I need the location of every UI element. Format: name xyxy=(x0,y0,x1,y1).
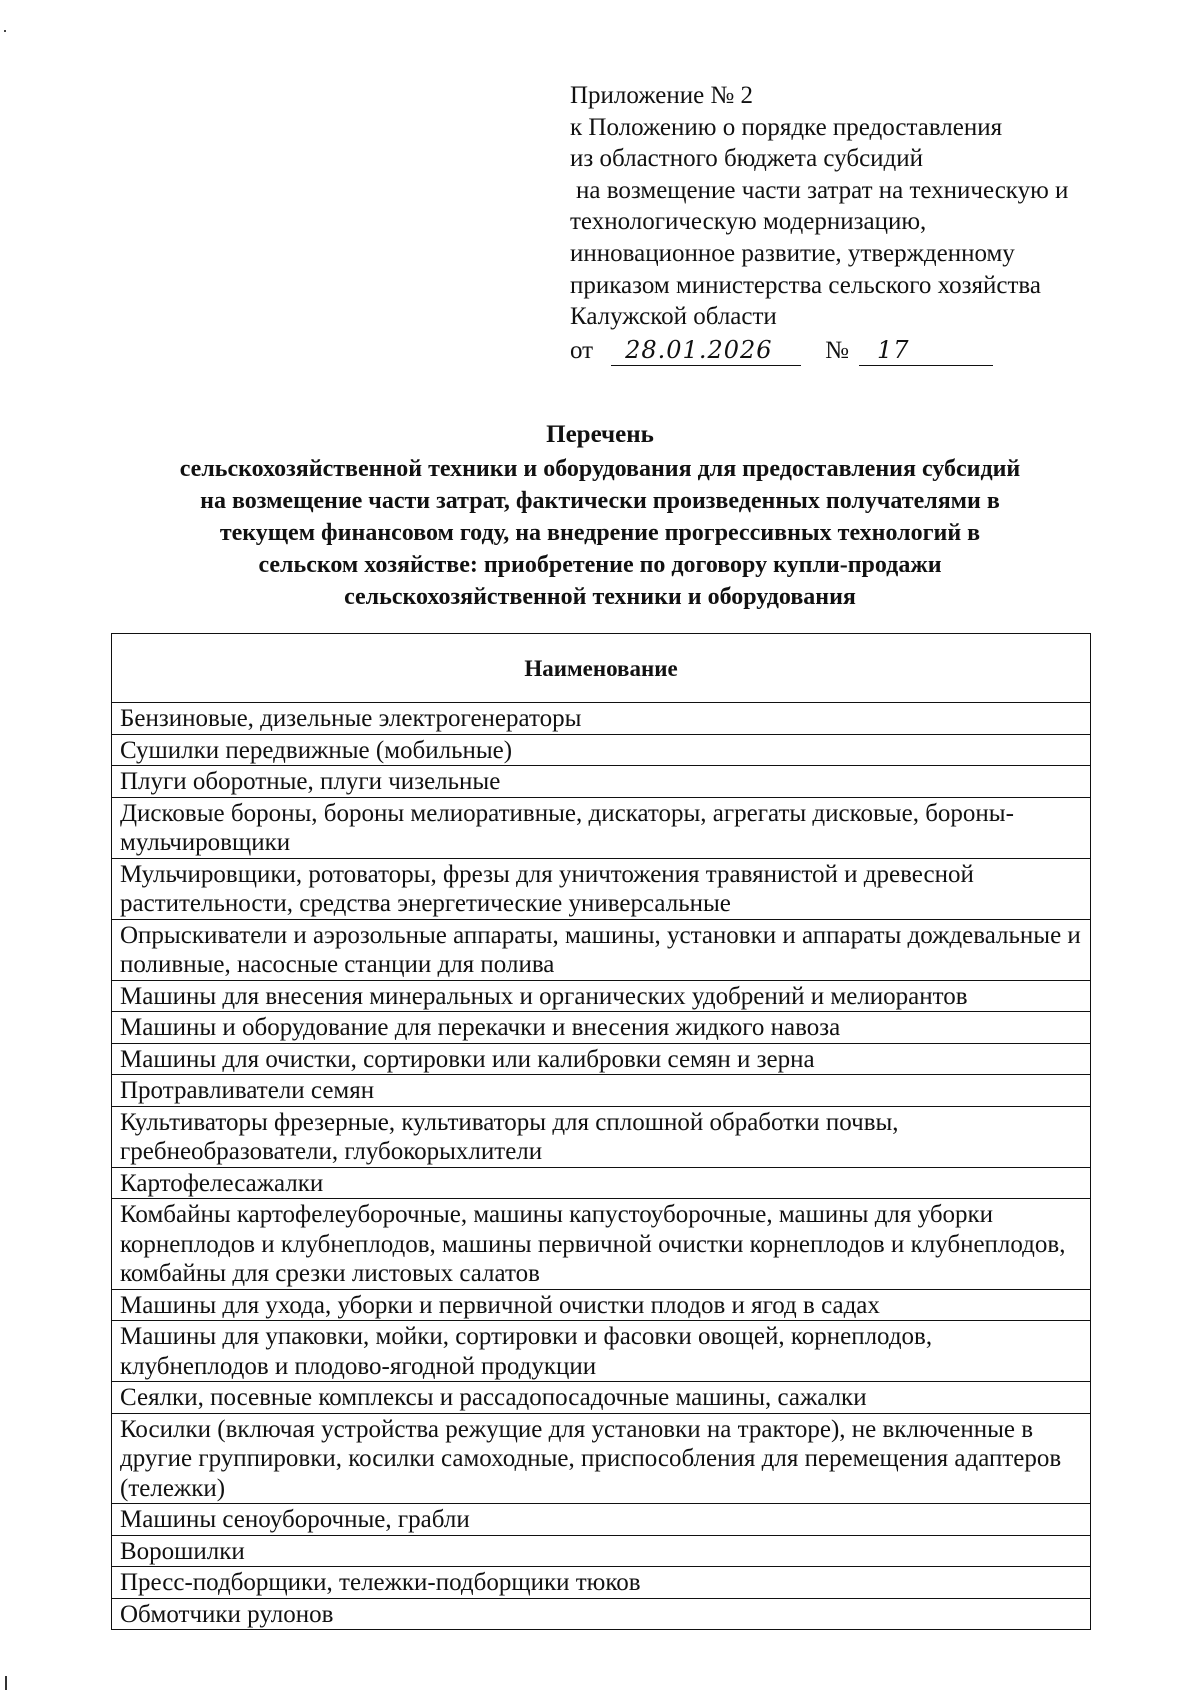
title-line: сельскохозяйственной техники и оборудования для предоставления субсидий xyxy=(179,456,1021,482)
table-row xyxy=(112,1075,1091,1107)
column-header-name: Наименование xyxy=(112,634,1091,703)
table-row xyxy=(112,1598,1091,1630)
table-cell: Машины для внесения минеральных и органических удобрений и мелиорантов xyxy=(112,980,1091,1012)
table-row xyxy=(112,703,1091,735)
table-cell: Картофелесажалки xyxy=(112,1167,1091,1199)
table-row xyxy=(112,1567,1091,1599)
table-cell: Машины для очистки, сортировки или калибровки семян и зерна xyxy=(112,1043,1091,1075)
title-line: сельском хозяйстве: приобретение по договору купли-продажи xyxy=(258,552,942,578)
date-prefix: от xyxy=(570,336,594,364)
annex-line: к Положению о порядке предоставления xyxy=(570,113,1003,141)
table-cell: Плуги оборотные, плуги чизельные xyxy=(112,766,1091,798)
annex-line: приказом министерства сельского хозяйства xyxy=(570,271,1041,299)
order-reference xyxy=(570,335,1130,367)
scan-artifact-dot xyxy=(4,30,6,32)
table-cell: Косилки (включая устройства режущие для установки на тракторе), не включенные в другие группировки, косилки самоходные, приспособления для перемещения адаптеров (тележки) xyxy=(112,1413,1091,1504)
table-row xyxy=(112,980,1091,1012)
table-row xyxy=(112,1382,1091,1414)
table-cell: Дисковые бороны, бороны мелиоративные, дискаторы, агрегаты дисковые, бороны-мульчировщики xyxy=(112,797,1091,858)
annex-line: инновационное развитие, утвержденному xyxy=(570,239,1015,267)
title-line: текущем финансовом году, на внедрение прогрессивных технологий в xyxy=(219,520,981,546)
table-cell: Пресс-подборщики, тележки-подборщики тюков xyxy=(112,1567,1091,1599)
table-cell: Протравливатели семян xyxy=(112,1075,1091,1107)
annex-line: на возмещение части затрат на техническую и xyxy=(576,176,1069,204)
annex-block xyxy=(570,80,1130,366)
table-row xyxy=(112,919,1091,980)
table-cell: Мульчировщики, ротоваторы, фрезы для уничтожения травянистой и древесной растительности, средства энергетические универсальные xyxy=(112,858,1091,919)
equipment-table xyxy=(111,633,1091,1630)
table-row xyxy=(112,1043,1091,1075)
annex-line: Калужской области xyxy=(570,303,777,331)
scan-artifact-mark xyxy=(5,1676,7,1690)
table-cell: Комбайны картофелеуборочные, машины капустоуборочные, машины для уборки корнеплодов и клубнеплодов, машины первичной очистки корнеплодов и клубнеплодов, комбайны для срезки листовых салатов xyxy=(112,1199,1091,1290)
table-cell: Сушилки передвижные (мобильные) xyxy=(112,734,1091,766)
title-line: на возмещение части затрат, фактически произведенных получателями в xyxy=(200,488,1000,514)
handwritten-date: 28.01.2026 xyxy=(611,337,801,366)
table-row xyxy=(112,734,1091,766)
annex-line: технологическую модернизацию, xyxy=(570,208,927,236)
table-row xyxy=(112,858,1091,919)
table-cell: Машины и оборудование для перекачки и внесения жидкого навоза xyxy=(112,1012,1091,1044)
table-header-row xyxy=(112,634,1091,703)
table-cell: Машины сеноуборочные, грабли xyxy=(112,1504,1091,1536)
table-cell: Машины для упаковки, мойки, сортировки и фасовки овощей, корнеплодов, клубнеплодов и плодово-ягодной продукции xyxy=(112,1321,1091,1382)
table-row xyxy=(112,1289,1091,1321)
handwritten-number: 17 xyxy=(859,337,993,366)
table-row xyxy=(112,1535,1091,1567)
table-row xyxy=(112,1199,1091,1290)
table-row xyxy=(112,1012,1091,1044)
table-row xyxy=(112,1321,1091,1382)
table-row xyxy=(112,1504,1091,1536)
table-cell: Сеялки, посевные комплексы и рассадопосадочные машины, сажалки xyxy=(112,1382,1091,1414)
document-title xyxy=(80,419,1120,613)
table-row xyxy=(112,1106,1091,1167)
table-cell: Машины для ухода, уборки и первичной очистки плодов и ягод в садах xyxy=(112,1289,1091,1321)
table-row xyxy=(112,1413,1091,1504)
table-row xyxy=(112,1167,1091,1199)
table-cell: Культиваторы фрезерные, культиваторы для сплошной обработки почвы, гребнеобразователи, глубокорыхлители xyxy=(112,1106,1091,1167)
table-cell: Бензиновые, дизельные электрогенераторы xyxy=(112,703,1091,735)
annex-line: из областного бюджета субсидий xyxy=(570,145,924,173)
annex-line: Приложение № 2 xyxy=(570,82,754,109)
number-label: № xyxy=(825,336,849,364)
title-line: сельскохозяйственной техники и оборудования xyxy=(344,584,856,610)
title-heading: Перечень xyxy=(546,421,654,448)
table-cell: Обмотчики рулонов xyxy=(112,1598,1091,1630)
table-row xyxy=(112,797,1091,858)
table-cell: Опрыскиватели и аэрозольные аппараты, машины, установки и аппараты дождевальные и поливные, насосные станции для полива xyxy=(112,919,1091,980)
table-row xyxy=(112,766,1091,798)
table-cell: Ворошилки xyxy=(112,1535,1091,1567)
